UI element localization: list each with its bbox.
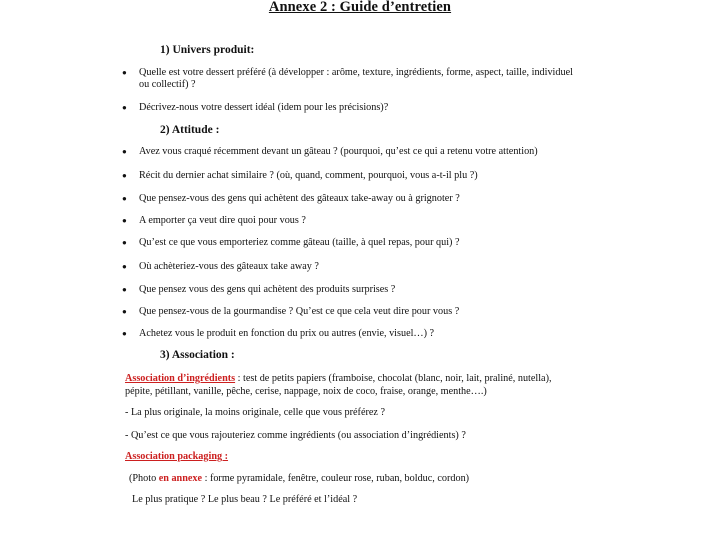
list-item-text: Achetez vous le produit en fonction du prix ou autres (envie, visuel…) ? <box>139 328 435 339</box>
list-item-text: Que pensez-vous de la gourmandise ? Qu’est ce que cela veut dire pour vous ? <box>139 306 460 317</box>
final-question: Le plus pratique ? Le plus beau ? Le préféré et l’idéal ? <box>132 494 358 505</box>
bullet-icon: ● <box>122 147 127 156</box>
bullet-icon: ● <box>122 285 127 294</box>
bullet-icon: ● <box>122 171 127 180</box>
photo-annex-label: en annexe <box>158 473 203 484</box>
list-item-text: Quelle est votre dessert préféré (à développer : arôme, texture, ingrédients, forme, aspect, taille, individuel ou collectif) ? <box>139 67 573 90</box>
list-item-text: Récit du dernier achat similaire ? (où, quand, comment, pourquoi, vous a-t-il plu ?) <box>139 170 478 181</box>
bullet-icon: ● <box>122 194 127 203</box>
section-heading-association: 3) Association : <box>160 349 235 361</box>
association-ingredients-paragraph <box>125 373 575 398</box>
packaging-heading <box>125 451 575 464</box>
packaging-label: Association packaging : <box>125 451 229 462</box>
page-title: Annexe 2 : Guide d’entretien <box>268 0 452 15</box>
section-heading-univers: 1) Univers produit: <box>160 44 255 56</box>
list-item-text: Décrivez-nous votre dessert idéal (idem pour les précisions)? <box>139 102 389 113</box>
ingredients-label: Association d’ingrédients <box>125 373 236 384</box>
list-item-text: A emporter ça veut dire quoi pour vous ? <box>139 215 306 226</box>
list-item-text: Que pensez-vous des gens qui achètent des gâteaux take-away ou à grignoter ? <box>139 193 460 204</box>
ingredients-text: : test de petits papiers (framboise, chocolat (blanc, noir, lait, praliné, nutella), pépite, pétillant, vanille, pêche, cerise, nappage, noix de coco, fraise, orange, menthe….) <box>125 373 552 397</box>
bullet-icon: ● <box>122 238 127 247</box>
bullet-icon: ● <box>122 329 127 338</box>
photo-prefix: (Photo <box>129 473 159 484</box>
bullet-icon: ● <box>122 68 127 77</box>
question-rajouter: - Qu’est ce que vous rajouteriez comme ingrédients (ou association d’ingrédients) ? <box>125 430 466 441</box>
bullet-icon: ● <box>122 262 127 271</box>
list-item-text: Qu’est ce que vous emporteriez comme gâteau (taille, à quel repas, pour qui) ? <box>139 237 460 248</box>
bullet-icon: ● <box>122 216 127 225</box>
bullet-icon: ● <box>122 307 127 316</box>
bullet-icon: ● <box>122 103 127 112</box>
list-item-text: Avez vous craqué récemment devant un gâteau ? (pourquoi, qu’est ce qui a retenu votre attention) <box>139 146 538 157</box>
list-item-text: Que pensez vous des gens qui achètent des produits surprises ? <box>139 284 396 295</box>
list-item-text: Où achèteriez-vous des gâteaux take away ? <box>139 261 319 272</box>
photo-line <box>129 473 579 486</box>
section-heading-attitude: 2) Attitude : <box>160 124 220 136</box>
question-original: - La plus originale, la moins originale, celle que vous préférez ? <box>125 407 385 418</box>
photo-suffix: : forme pyramidale, fenêtre, couleur rose, ruban, bolduc, cordon) <box>202 473 470 484</box>
